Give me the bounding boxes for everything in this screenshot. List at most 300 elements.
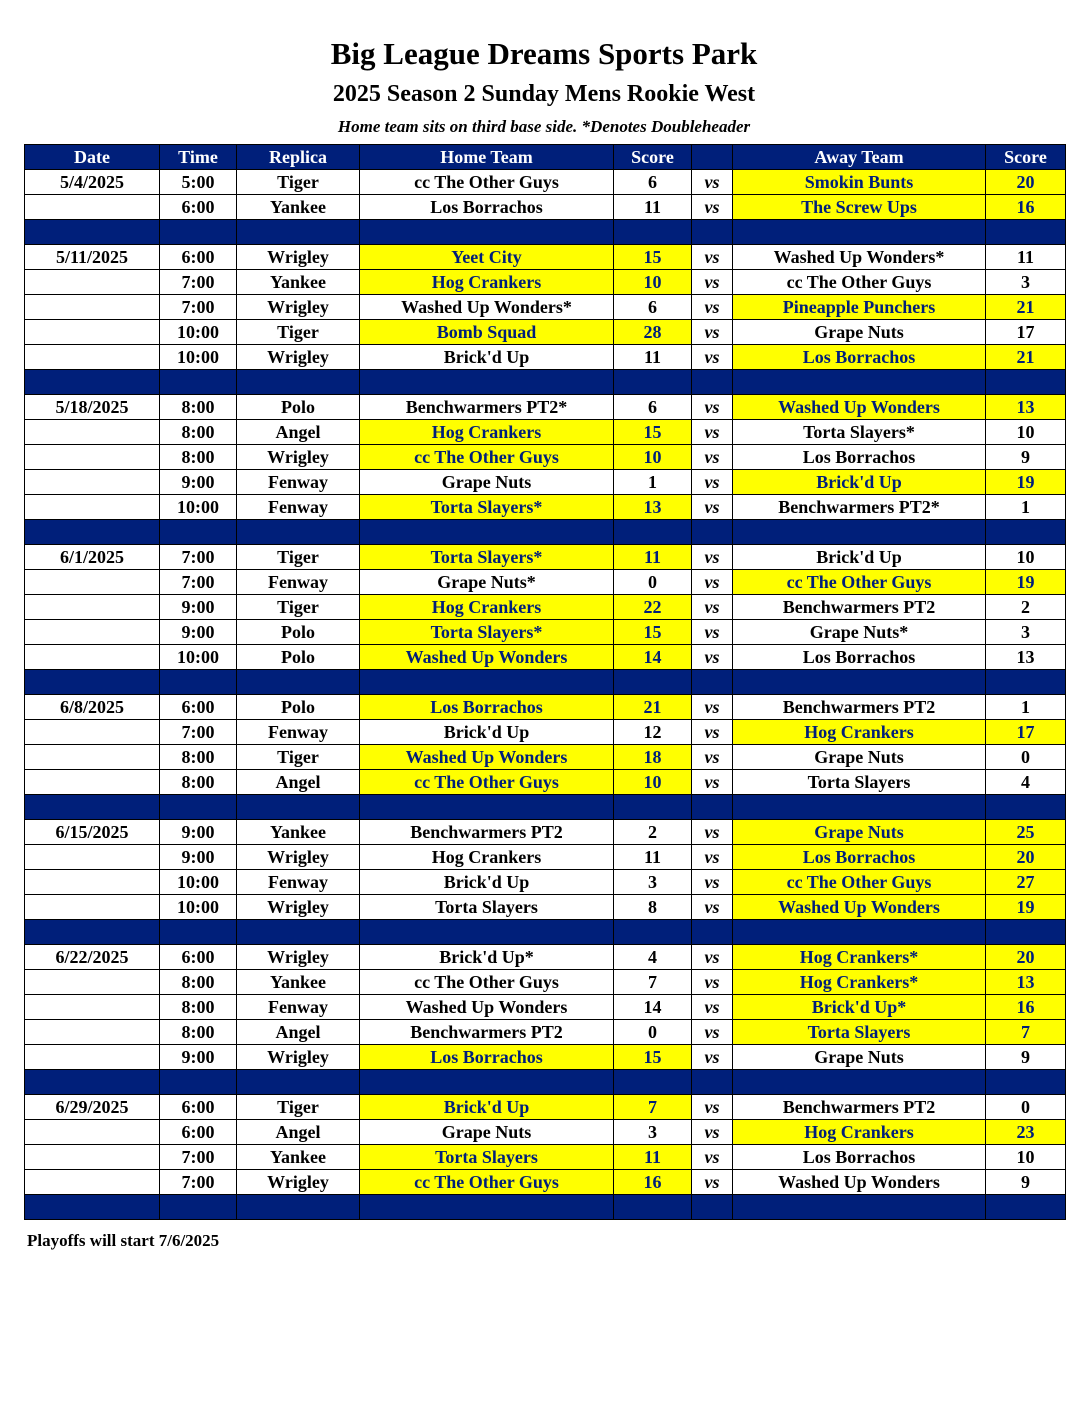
game-time: 10:00 bbox=[160, 495, 237, 520]
home-score: 11 bbox=[614, 545, 692, 570]
game-replica: Yankee bbox=[237, 195, 360, 220]
game-date: 6/8/2025 bbox=[25, 695, 160, 720]
home-score: 6 bbox=[614, 170, 692, 195]
game-row bbox=[25, 345, 1066, 370]
game-time: 6:00 bbox=[160, 945, 237, 970]
home-team: Torta Slayers* bbox=[360, 620, 614, 645]
game-time: 8:00 bbox=[160, 970, 237, 995]
home-score: 0 bbox=[614, 1020, 692, 1045]
home-team: Brick'd Up bbox=[360, 870, 614, 895]
separator-cell bbox=[986, 920, 1066, 945]
home-team: Torta Slayers bbox=[360, 895, 614, 920]
game-replica: Tiger bbox=[237, 320, 360, 345]
separator-cell bbox=[733, 220, 986, 245]
game-row bbox=[25, 695, 1066, 720]
header-away-score: Score bbox=[986, 145, 1066, 170]
header-home-score: Score bbox=[614, 145, 692, 170]
week-separator bbox=[25, 220, 1066, 245]
game-date-empty bbox=[25, 895, 160, 920]
game-date-empty bbox=[25, 570, 160, 595]
game-replica: Fenway bbox=[237, 570, 360, 595]
separator-cell bbox=[614, 670, 692, 695]
home-team: Torta Slayers* bbox=[360, 495, 614, 520]
separator-cell bbox=[614, 220, 692, 245]
separator-cell bbox=[986, 670, 1066, 695]
separator-cell bbox=[733, 1195, 986, 1220]
home-score: 21 bbox=[614, 695, 692, 720]
home-score: 6 bbox=[614, 295, 692, 320]
game-date-empty bbox=[25, 595, 160, 620]
separator-cell bbox=[360, 795, 614, 820]
separator-cell bbox=[25, 1195, 160, 1220]
game-time: 10:00 bbox=[160, 320, 237, 345]
separator-cell bbox=[360, 1070, 614, 1095]
doubleheader-note: Home team sits on third base side. *Denotes Doubleheader bbox=[337, 117, 751, 136]
away-team: Hog Crankers bbox=[733, 1120, 986, 1145]
vs-label: vs bbox=[692, 870, 733, 895]
game-time: 6:00 bbox=[160, 695, 237, 720]
away-score: 2 bbox=[986, 595, 1066, 620]
game-replica: Yankee bbox=[237, 820, 360, 845]
away-score: 16 bbox=[986, 995, 1066, 1020]
game-row bbox=[25, 570, 1066, 595]
game-time: 8:00 bbox=[160, 995, 237, 1020]
home-team: Grape Nuts* bbox=[360, 570, 614, 595]
separator-cell bbox=[237, 520, 360, 545]
separator-cell bbox=[160, 370, 237, 395]
vs-label: vs bbox=[692, 720, 733, 745]
separator-cell bbox=[237, 920, 360, 945]
game-row bbox=[25, 820, 1066, 845]
home-score: 16 bbox=[614, 1170, 692, 1195]
home-team: Washed Up Wonders bbox=[360, 995, 614, 1020]
home-team: Hog Crankers bbox=[360, 595, 614, 620]
home-score: 6 bbox=[614, 395, 692, 420]
home-team: Bomb Squad bbox=[360, 320, 614, 345]
separator-cell bbox=[986, 1195, 1066, 1220]
separator-cell bbox=[25, 220, 160, 245]
week-separator bbox=[25, 670, 1066, 695]
vs-label: vs bbox=[692, 945, 733, 970]
game-time: 7:00 bbox=[160, 1145, 237, 1170]
game-time: 7:00 bbox=[160, 545, 237, 570]
away-team: Hog Crankers bbox=[733, 720, 986, 745]
game-row bbox=[25, 895, 1066, 920]
game-date-empty bbox=[25, 295, 160, 320]
game-replica: Angel bbox=[237, 770, 360, 795]
vs-label: vs bbox=[692, 320, 733, 345]
game-time: 8:00 bbox=[160, 745, 237, 770]
game-row bbox=[25, 270, 1066, 295]
game-time: 9:00 bbox=[160, 820, 237, 845]
separator-cell bbox=[733, 1070, 986, 1095]
away-score: 13 bbox=[986, 970, 1066, 995]
separator-cell bbox=[986, 370, 1066, 395]
home-score: 15 bbox=[614, 245, 692, 270]
game-row bbox=[25, 1045, 1066, 1070]
home-team: Brick'd Up bbox=[360, 1095, 614, 1120]
separator-cell bbox=[237, 795, 360, 820]
game-row bbox=[25, 320, 1066, 345]
game-row bbox=[25, 195, 1066, 220]
vs-label: vs bbox=[692, 645, 733, 670]
game-row bbox=[25, 420, 1066, 445]
separator-cell bbox=[692, 920, 733, 945]
vs-label: vs bbox=[692, 570, 733, 595]
separator-cell bbox=[692, 1195, 733, 1220]
game-date-empty bbox=[25, 195, 160, 220]
game-date-empty bbox=[25, 870, 160, 895]
home-score: 0 bbox=[614, 570, 692, 595]
home-score: 8 bbox=[614, 895, 692, 920]
away-team: cc The Other Guys bbox=[733, 570, 986, 595]
game-date-empty bbox=[25, 720, 160, 745]
game-date-empty bbox=[25, 495, 160, 520]
vs-label: vs bbox=[692, 270, 733, 295]
vs-label: vs bbox=[692, 420, 733, 445]
game-row bbox=[25, 395, 1066, 420]
game-replica: Wrigley bbox=[237, 945, 360, 970]
away-score: 9 bbox=[986, 445, 1066, 470]
game-replica: Wrigley bbox=[237, 1045, 360, 1070]
away-score: 16 bbox=[986, 195, 1066, 220]
week-separator bbox=[25, 920, 1066, 945]
home-team: Washed Up Wonders bbox=[360, 745, 614, 770]
away-score: 21 bbox=[986, 295, 1066, 320]
game-time: 9:00 bbox=[160, 845, 237, 870]
separator-cell bbox=[160, 795, 237, 820]
game-row bbox=[25, 170, 1066, 195]
game-row bbox=[25, 720, 1066, 745]
away-team: Los Borrachos bbox=[733, 1145, 986, 1170]
separator-cell bbox=[986, 520, 1066, 545]
away-score: 19 bbox=[986, 470, 1066, 495]
home-team: Grape Nuts bbox=[360, 1120, 614, 1145]
separator-cell bbox=[360, 670, 614, 695]
away-score: 3 bbox=[986, 620, 1066, 645]
away-score: 13 bbox=[986, 395, 1066, 420]
header-time: Time bbox=[160, 145, 237, 170]
away-team: The Screw Ups bbox=[733, 195, 986, 220]
separator-cell bbox=[614, 370, 692, 395]
game-replica: Wrigley bbox=[237, 845, 360, 870]
home-score: 7 bbox=[614, 970, 692, 995]
game-date-empty bbox=[25, 970, 160, 995]
game-row bbox=[25, 445, 1066, 470]
home-score: 13 bbox=[614, 495, 692, 520]
away-team: Grape Nuts bbox=[733, 745, 986, 770]
home-score: 3 bbox=[614, 1120, 692, 1145]
home-score: 10 bbox=[614, 270, 692, 295]
away-team: cc The Other Guys bbox=[733, 870, 986, 895]
game-date: 6/1/2025 bbox=[25, 545, 160, 570]
game-date-empty bbox=[25, 320, 160, 345]
game-date-empty bbox=[25, 345, 160, 370]
home-team: Los Borrachos bbox=[360, 695, 614, 720]
game-time: 9:00 bbox=[160, 595, 237, 620]
separator-cell bbox=[692, 670, 733, 695]
separator-cell bbox=[160, 1195, 237, 1220]
separator-cell bbox=[614, 1070, 692, 1095]
game-row bbox=[25, 745, 1066, 770]
separator-cell bbox=[614, 1195, 692, 1220]
game-row bbox=[25, 995, 1066, 1020]
game-time: 8:00 bbox=[160, 395, 237, 420]
away-team: Brick'd Up bbox=[733, 470, 986, 495]
game-row bbox=[25, 1145, 1066, 1170]
separator-cell bbox=[614, 920, 692, 945]
separator-cell bbox=[160, 520, 237, 545]
game-replica: Fenway bbox=[237, 720, 360, 745]
game-replica: Angel bbox=[237, 1120, 360, 1145]
vs-label: vs bbox=[692, 845, 733, 870]
game-time: 8:00 bbox=[160, 1020, 237, 1045]
vs-label: vs bbox=[692, 595, 733, 620]
game-row bbox=[25, 845, 1066, 870]
away-team: Los Borrachos bbox=[733, 645, 986, 670]
game-date-empty bbox=[25, 1045, 160, 1070]
game-time: 8:00 bbox=[160, 420, 237, 445]
game-replica: Tiger bbox=[237, 1095, 360, 1120]
vs-label: vs bbox=[692, 495, 733, 520]
vs-label: vs bbox=[692, 1120, 733, 1145]
away-team: Benchwarmers PT2* bbox=[733, 495, 986, 520]
separator-cell bbox=[692, 220, 733, 245]
away-team: Torta Slayers bbox=[733, 1020, 986, 1045]
vs-label: vs bbox=[692, 395, 733, 420]
away-score: 3 bbox=[986, 270, 1066, 295]
away-score: 0 bbox=[986, 1095, 1066, 1120]
away-team: Los Borrachos bbox=[733, 445, 986, 470]
game-row bbox=[25, 295, 1066, 320]
separator-cell bbox=[692, 370, 733, 395]
page-subtitle: 2025 Season 2 Sunday Mens Rookie West bbox=[332, 81, 756, 107]
game-time: 8:00 bbox=[160, 770, 237, 795]
home-team: cc The Other Guys bbox=[360, 970, 614, 995]
separator-cell bbox=[986, 795, 1066, 820]
separator-cell bbox=[614, 520, 692, 545]
game-date: 5/11/2025 bbox=[25, 245, 160, 270]
away-team: Grape Nuts bbox=[733, 1045, 986, 1070]
vs-label: vs bbox=[692, 1045, 733, 1070]
game-date-empty bbox=[25, 1020, 160, 1045]
separator-cell bbox=[237, 370, 360, 395]
away-team: Washed Up Wonders* bbox=[733, 245, 986, 270]
home-team: Grape Nuts bbox=[360, 470, 614, 495]
header-row bbox=[25, 145, 1066, 170]
game-replica: Polo bbox=[237, 695, 360, 720]
game-replica: Wrigley bbox=[237, 295, 360, 320]
home-score: 10 bbox=[614, 445, 692, 470]
game-date: 6/22/2025 bbox=[25, 945, 160, 970]
separator-cell bbox=[733, 920, 986, 945]
home-score: 12 bbox=[614, 720, 692, 745]
away-score: 20 bbox=[986, 945, 1066, 970]
week-separator bbox=[25, 1195, 1066, 1220]
game-replica: Tiger bbox=[237, 170, 360, 195]
game-replica: Tiger bbox=[237, 745, 360, 770]
home-score: 11 bbox=[614, 1145, 692, 1170]
away-score: 7 bbox=[986, 1020, 1066, 1045]
game-replica: Wrigley bbox=[237, 895, 360, 920]
home-team: cc The Other Guys bbox=[360, 170, 614, 195]
game-row bbox=[25, 1120, 1066, 1145]
game-time: 7:00 bbox=[160, 295, 237, 320]
game-row bbox=[25, 470, 1066, 495]
away-team: Grape Nuts* bbox=[733, 620, 986, 645]
game-date-empty bbox=[25, 1170, 160, 1195]
vs-label: vs bbox=[692, 1145, 733, 1170]
game-replica: Polo bbox=[237, 645, 360, 670]
home-score: 14 bbox=[614, 645, 692, 670]
separator-cell bbox=[986, 220, 1066, 245]
home-score: 14 bbox=[614, 995, 692, 1020]
game-row bbox=[25, 620, 1066, 645]
home-score: 22 bbox=[614, 595, 692, 620]
away-score: 10 bbox=[986, 420, 1066, 445]
game-row bbox=[25, 595, 1066, 620]
vs-label: vs bbox=[692, 745, 733, 770]
away-score: 9 bbox=[986, 1170, 1066, 1195]
game-replica: Tiger bbox=[237, 545, 360, 570]
game-date-empty bbox=[25, 1120, 160, 1145]
separator-cell bbox=[360, 220, 614, 245]
playoffs-note: Playoffs will start 7/6/2025 bbox=[27, 1231, 220, 1250]
game-time: 10:00 bbox=[160, 895, 237, 920]
home-score: 11 bbox=[614, 195, 692, 220]
vs-label: vs bbox=[692, 820, 733, 845]
home-team: Los Borrachos bbox=[360, 195, 614, 220]
separator-cell bbox=[237, 1070, 360, 1095]
away-team: Torta Slayers* bbox=[733, 420, 986, 445]
game-time: 9:00 bbox=[160, 470, 237, 495]
game-time: 6:00 bbox=[160, 1095, 237, 1120]
separator-cell bbox=[160, 670, 237, 695]
game-date-empty bbox=[25, 645, 160, 670]
separator-cell bbox=[986, 1070, 1066, 1095]
away-score: 11 bbox=[986, 245, 1066, 270]
vs-label: vs bbox=[692, 245, 733, 270]
header-vs bbox=[692, 145, 733, 170]
home-team: Benchwarmers PT2 bbox=[360, 820, 614, 845]
separator-cell bbox=[160, 920, 237, 945]
away-team: Benchwarmers PT2 bbox=[733, 1095, 986, 1120]
game-date-empty bbox=[25, 270, 160, 295]
separator-cell bbox=[360, 370, 614, 395]
home-team: Hog Crankers bbox=[360, 420, 614, 445]
header-replica: Replica bbox=[237, 145, 360, 170]
game-time: 10:00 bbox=[160, 870, 237, 895]
away-team: Benchwarmers PT2 bbox=[733, 595, 986, 620]
schedule-body bbox=[25, 170, 1066, 1220]
home-team: Los Borrachos bbox=[360, 1045, 614, 1070]
away-score: 1 bbox=[986, 695, 1066, 720]
game-date-empty bbox=[25, 420, 160, 445]
home-score: 15 bbox=[614, 1045, 692, 1070]
separator-cell bbox=[733, 370, 986, 395]
home-score: 2 bbox=[614, 820, 692, 845]
separator-cell bbox=[237, 220, 360, 245]
away-score: 10 bbox=[986, 545, 1066, 570]
away-team: Brick'd Up* bbox=[733, 995, 986, 1020]
separator-cell bbox=[360, 920, 614, 945]
game-time: 6:00 bbox=[160, 1120, 237, 1145]
game-row bbox=[25, 645, 1066, 670]
away-score: 17 bbox=[986, 320, 1066, 345]
game-time: 7:00 bbox=[160, 720, 237, 745]
away-team: Smokin Bunts bbox=[733, 170, 986, 195]
separator-cell bbox=[25, 795, 160, 820]
home-team: Torta Slayers bbox=[360, 1145, 614, 1170]
separator-cell bbox=[25, 370, 160, 395]
away-team: Hog Crankers* bbox=[733, 945, 986, 970]
game-date: 5/4/2025 bbox=[25, 170, 160, 195]
separator-cell bbox=[733, 520, 986, 545]
away-team: Washed Up Wonders bbox=[733, 895, 986, 920]
away-team: Washed Up Wonders bbox=[733, 1170, 986, 1195]
game-date: 6/15/2025 bbox=[25, 820, 160, 845]
vs-label: vs bbox=[692, 1020, 733, 1045]
game-replica: Wrigley bbox=[237, 345, 360, 370]
header-date: Date bbox=[25, 145, 160, 170]
separator-cell bbox=[360, 1195, 614, 1220]
game-replica: Yankee bbox=[237, 270, 360, 295]
home-score: 11 bbox=[614, 345, 692, 370]
away-team: Pineapple Punchers bbox=[733, 295, 986, 320]
home-score: 4 bbox=[614, 945, 692, 970]
vs-label: vs bbox=[692, 345, 733, 370]
away-team: Washed Up Wonders bbox=[733, 395, 986, 420]
game-row bbox=[25, 545, 1066, 570]
away-team: cc The Other Guys bbox=[733, 270, 986, 295]
home-team: Benchwarmers PT2 bbox=[360, 1020, 614, 1045]
separator-cell bbox=[692, 795, 733, 820]
home-team: Brick'd Up bbox=[360, 720, 614, 745]
game-time: 6:00 bbox=[160, 195, 237, 220]
game-replica: Polo bbox=[237, 620, 360, 645]
separator-cell bbox=[160, 220, 237, 245]
away-score: 0 bbox=[986, 745, 1066, 770]
separator-cell bbox=[25, 1070, 160, 1095]
vs-label: vs bbox=[692, 970, 733, 995]
header-away-team: Away Team bbox=[733, 145, 986, 170]
vs-label: vs bbox=[692, 620, 733, 645]
separator-cell bbox=[733, 795, 986, 820]
away-score: 25 bbox=[986, 820, 1066, 845]
home-team: Brick'd Up bbox=[360, 345, 614, 370]
away-score: 1 bbox=[986, 495, 1066, 520]
game-row bbox=[25, 870, 1066, 895]
game-time: 6:00 bbox=[160, 245, 237, 270]
game-replica: Tiger bbox=[237, 595, 360, 620]
home-team: Hog Crankers bbox=[360, 845, 614, 870]
home-team: Washed Up Wonders bbox=[360, 645, 614, 670]
home-score: 11 bbox=[614, 845, 692, 870]
header-home-team: Home Team bbox=[360, 145, 614, 170]
separator-cell bbox=[692, 520, 733, 545]
game-replica: Wrigley bbox=[237, 445, 360, 470]
home-score: 1 bbox=[614, 470, 692, 495]
away-score: 13 bbox=[986, 645, 1066, 670]
vs-label: vs bbox=[692, 195, 733, 220]
away-score: 21 bbox=[986, 345, 1066, 370]
away-score: 20 bbox=[986, 170, 1066, 195]
away-score: 4 bbox=[986, 770, 1066, 795]
home-team: Brick'd Up* bbox=[360, 945, 614, 970]
home-team: cc The Other Guys bbox=[360, 770, 614, 795]
away-score: 19 bbox=[986, 895, 1066, 920]
week-separator bbox=[25, 795, 1066, 820]
